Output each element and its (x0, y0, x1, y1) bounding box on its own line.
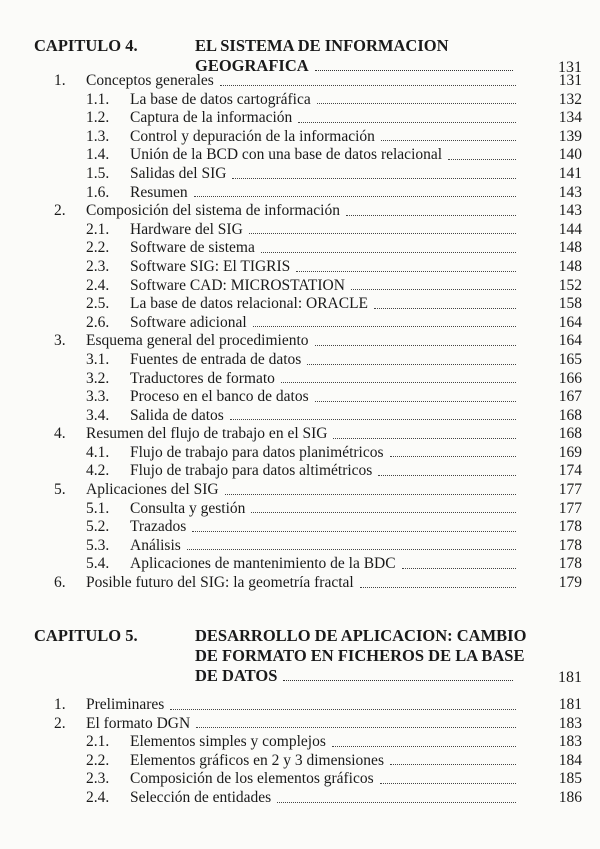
entry-number: 3.1. (86, 350, 110, 368)
entry-page-number: 166 (558, 369, 582, 387)
entry-number: 1.5. (86, 164, 110, 182)
chapter-page-number: 131 (558, 59, 582, 76)
chapter-heading (0, 626, 600, 686)
entry-title-text: Esquema general del procedimiento (86, 332, 309, 350)
entry-page-number: 185 (558, 770, 582, 788)
toc-entry (0, 425, 600, 444)
entry-number: 4.1. (86, 443, 110, 461)
dot-leader (230, 418, 516, 420)
chapter-section (0, 36, 600, 76)
entry-title-text: Hardware del SIG (130, 220, 243, 238)
entry-number: 1.6. (86, 183, 110, 201)
dot-leader (332, 745, 516, 747)
entry-page-number: 178 (558, 555, 582, 573)
entry-number: 1.1. (86, 90, 110, 108)
entry-title (130, 277, 518, 296)
toc-entry (0, 72, 600, 91)
toc-entry (0, 407, 600, 426)
entry-title (86, 481, 518, 500)
chapter-title-text: GEOGRAFICA (195, 56, 309, 75)
entry-title-text: Aplicaciones de mantenimiento de la BDC (130, 555, 396, 573)
entry-page-number: 169 (558, 443, 582, 461)
toc-entry (0, 481, 600, 500)
entry-page-number: 152 (558, 276, 582, 294)
entry-title (130, 500, 518, 519)
entry-title (130, 462, 518, 481)
dot-leader (402, 567, 516, 569)
toc-entry (0, 555, 600, 574)
dot-leader (333, 437, 516, 439)
entry-title-text: Resumen (130, 183, 188, 201)
toc-entry (0, 239, 600, 258)
entry-title-text: Software de sistema (130, 239, 255, 257)
entry-number: 3. (54, 332, 66, 350)
entry-number: 4. (54, 425, 66, 443)
dot-leader (298, 121, 516, 123)
toc-entry (0, 444, 600, 463)
entry-title-text: La base de datos cartográfica (130, 90, 311, 108)
dot-leader (381, 139, 516, 141)
entry-page-number: 134 (558, 109, 582, 127)
toc-entry (0, 221, 600, 240)
entry-title-text: Conceptos generales (86, 72, 214, 89)
entry-page-number: 183 (558, 714, 582, 732)
dot-leader (192, 530, 516, 532)
dot-leader (261, 251, 516, 253)
chapter-title-text: DE DATOS (195, 666, 278, 685)
entry-title (86, 715, 518, 734)
entry-number: 2.2. (86, 751, 110, 769)
chapter-heading (0, 36, 600, 76)
entry-page-number: 179 (558, 574, 582, 592)
entry-title-text: Control y depuración de la información (130, 127, 375, 145)
dot-leader (380, 782, 516, 784)
entry-number: 1.4. (86, 146, 110, 164)
entry-page-number: 139 (558, 127, 582, 145)
entry-number: 1. (54, 696, 66, 713)
entry-title-text: Aplicaciones del SIG (86, 481, 219, 499)
entry-page-number: 177 (558, 499, 582, 517)
entry-number: 1.3. (86, 127, 110, 145)
dot-leader (225, 493, 516, 495)
toc-entry (0, 128, 600, 147)
entry-number: 5.4. (86, 555, 110, 573)
entry-title (86, 72, 518, 91)
entry-number: 4.2. (86, 462, 110, 480)
entry-page-number: 183 (558, 733, 582, 751)
entry-page-number: 148 (558, 257, 582, 275)
chapter-title-line (195, 666, 515, 686)
toc-entry (0, 184, 600, 203)
entry-title (130, 351, 518, 370)
entry-number: 3.2. (86, 369, 110, 387)
entry-title (130, 258, 518, 277)
entry-title (130, 770, 518, 789)
entry-title (130, 146, 518, 165)
toc-entry (0, 388, 600, 407)
toc-entry (0, 258, 600, 277)
entry-page-number: 132 (558, 90, 582, 108)
entry-title (130, 128, 518, 147)
entry-title (130, 165, 518, 184)
entry-page-number: 141 (558, 164, 582, 182)
entry-title (130, 370, 518, 389)
entry-title-text: Composición del sistema de información (86, 202, 340, 220)
entry-title-text: Software adicional (130, 313, 247, 331)
entry-title (130, 221, 518, 240)
toc-entry (0, 574, 600, 593)
entry-number: 3.3. (86, 388, 110, 406)
entry-page-number: 165 (558, 350, 582, 368)
dot-leader (390, 455, 516, 457)
dot-leader (187, 548, 516, 550)
entry-page-number: 177 (558, 481, 582, 499)
dot-leader (315, 69, 513, 71)
entry-title-text: El formato DGN (86, 714, 191, 732)
toc-entry (0, 462, 600, 481)
entry-title-text: Traductores de formato (130, 369, 275, 387)
entry-title (130, 444, 518, 463)
toc-entry (0, 789, 600, 808)
entry-page-number: 164 (558, 313, 582, 331)
toc-entry (0, 332, 600, 351)
chapter-title-line (195, 646, 525, 666)
entry-number: 5.3. (86, 536, 110, 554)
dot-leader (283, 679, 513, 681)
dot-leader (296, 270, 516, 272)
entry-title-text: La base de datos relacional: ORACLE (130, 295, 369, 313)
entry-number: 2.5. (86, 295, 110, 313)
entry-number: 5.1. (86, 499, 110, 517)
entry-title-text: Flujo de trabajo para datos altimétricos (130, 462, 373, 480)
toc-entry (0, 500, 600, 519)
entry-title-text: Salida de datos (130, 406, 224, 424)
toc-entry (0, 715, 600, 734)
entry-number: 6. (54, 574, 66, 592)
entry-title-text: Elementos gráficos en 2 y 3 dimensiones (130, 751, 384, 769)
entry-title-text: Proceso en el banco de datos (130, 388, 309, 406)
dot-leader (196, 726, 516, 728)
entry-page-number: 168 (558, 406, 582, 424)
toc-entry (0, 109, 600, 128)
entry-page-number: 186 (558, 788, 582, 806)
entry-title-text: Software CAD: MICROSTATION (130, 276, 345, 294)
toc-entry (0, 370, 600, 389)
toc-entry (0, 696, 600, 715)
entry-page-number: 140 (558, 146, 582, 164)
entry-page-number: 174 (558, 462, 582, 480)
toc-entry (0, 351, 600, 370)
dot-leader (360, 586, 516, 588)
toc-entry (0, 202, 600, 221)
dot-leader (315, 344, 516, 346)
dot-leader (317, 102, 516, 104)
dot-leader (277, 801, 516, 803)
entry-number: 2.4. (86, 276, 110, 294)
entry-page-number: 184 (558, 751, 582, 769)
entry-page-number: 178 (558, 518, 582, 536)
entry-number: 2.1. (86, 733, 110, 751)
entry-title (86, 332, 518, 351)
entry-number: 5.2. (86, 518, 110, 536)
entry-title (130, 518, 518, 537)
entry-page-number: 178 (558, 536, 582, 554)
entry-title (86, 696, 518, 715)
dot-leader (194, 195, 516, 197)
entry-page-number: 131 (558, 72, 582, 89)
chapter-title-text: EL SISTEMA DE INFORMACION (195, 36, 449, 55)
chapter-label: CAPITULO 4. (34, 36, 138, 55)
entry-title-text: Preliminares (86, 696, 165, 713)
entry-title (130, 239, 518, 258)
dot-leader (253, 325, 516, 327)
toc-entries (0, 696, 600, 808)
chapter-title-line (195, 626, 527, 646)
chapter-title-line (195, 36, 515, 56)
entry-page-number: 143 (558, 183, 582, 201)
entry-number: 2.3. (86, 770, 110, 788)
entry-title (130, 555, 518, 574)
dot-leader (307, 363, 516, 365)
dot-leader (448, 158, 516, 160)
dot-leader (170, 708, 516, 710)
entry-number: 1.2. (86, 109, 110, 127)
entry-title (130, 295, 518, 314)
entry-title-text: Elementos simples y complejos (130, 733, 326, 751)
entry-page-number: 167 (558, 388, 582, 406)
toc-entry (0, 314, 600, 333)
entry-title-text: Software SIG: El TIGRIS (130, 257, 291, 275)
dot-leader (232, 177, 516, 179)
entry-page-number: 148 (558, 239, 582, 257)
entry-title (86, 202, 518, 221)
entry-page-number: 181 (558, 696, 582, 713)
dot-leader (220, 84, 516, 86)
dot-leader (390, 763, 516, 765)
toc-entry (0, 277, 600, 296)
entry-number: 3.4. (86, 406, 110, 424)
toc-entry (0, 752, 600, 771)
entry-page-number: 164 (558, 332, 582, 350)
dot-leader (378, 474, 516, 476)
entry-title-text: Resumen del flujo de trabajo en el SIG (86, 425, 328, 443)
toc-entry (0, 295, 600, 314)
chapter-title-text: DE FORMATO EN FICHEROS DE LA BASE (195, 646, 525, 665)
chapter-title (195, 626, 527, 686)
dot-leader (315, 400, 516, 402)
toc-entries (0, 72, 600, 593)
entry-title (86, 425, 518, 444)
entry-title (130, 752, 518, 771)
entry-number: 5. (54, 481, 66, 499)
dot-leader (281, 381, 516, 383)
entry-number: 2. (54, 714, 66, 732)
entry-title (130, 789, 518, 808)
entry-title-text: Trazados (130, 518, 187, 536)
entry-title (130, 388, 518, 407)
toc-entry (0, 770, 600, 789)
chapter-title (195, 36, 515, 76)
entry-title (130, 109, 518, 128)
entry-number: 2.3. (86, 257, 110, 275)
dot-leader (251, 511, 516, 513)
chapter-page-number: 181 (558, 669, 582, 686)
entry-page-number: 158 (558, 295, 582, 313)
dot-leader (351, 288, 516, 290)
entry-number: 1. (54, 72, 66, 89)
dot-leader (249, 232, 516, 234)
entry-title-text: Flujo de trabajo para datos planimétricos (130, 443, 384, 461)
entry-number: 2.4. (86, 788, 110, 806)
entry-page-number: 168 (558, 425, 582, 443)
chapter-section (0, 626, 600, 686)
entry-title-text: Consulta y gestión (130, 499, 246, 517)
toc-entry (0, 537, 600, 556)
entry-title-text: Captura de la información (130, 109, 293, 127)
entry-page-number: 144 (558, 220, 582, 238)
entry-page-number: 143 (558, 202, 582, 220)
entry-title (130, 184, 518, 203)
chapter-label: CAPITULO 5. (34, 626, 138, 645)
entry-title-text: Análisis (130, 536, 181, 554)
entry-number: 2.1. (86, 220, 110, 238)
toc-entry (0, 91, 600, 110)
dot-leader (346, 214, 516, 216)
entry-title (130, 407, 518, 426)
toc-entry (0, 165, 600, 184)
entry-title (86, 574, 518, 593)
entry-number: 2.6. (86, 313, 110, 331)
entry-title-text: Fuentes de entrada de datos (130, 350, 302, 368)
toc-entry (0, 518, 600, 537)
entry-title-text: Posible futuro del SIG: la geometría fractal (86, 574, 354, 592)
entry-number: 2. (54, 202, 66, 220)
entry-title (130, 537, 518, 556)
entry-title-text: Selección de entidades (130, 788, 272, 806)
toc-entry (0, 146, 600, 165)
dot-leader (374, 307, 516, 309)
chapter-title-text: DESARROLLO DE APLICACION: CAMBIO (195, 626, 527, 645)
entry-title (130, 91, 518, 110)
entry-number: 2.2. (86, 239, 110, 257)
entry-title-text: Salidas del SIG (130, 164, 227, 182)
entry-title (130, 733, 518, 752)
entry-title-text: Composición de los elementos gráficos (130, 770, 374, 788)
entry-title (130, 314, 518, 333)
entry-title-text: Unión de la BCD con una base de datos relacional (130, 146, 443, 164)
toc-entry (0, 733, 600, 752)
